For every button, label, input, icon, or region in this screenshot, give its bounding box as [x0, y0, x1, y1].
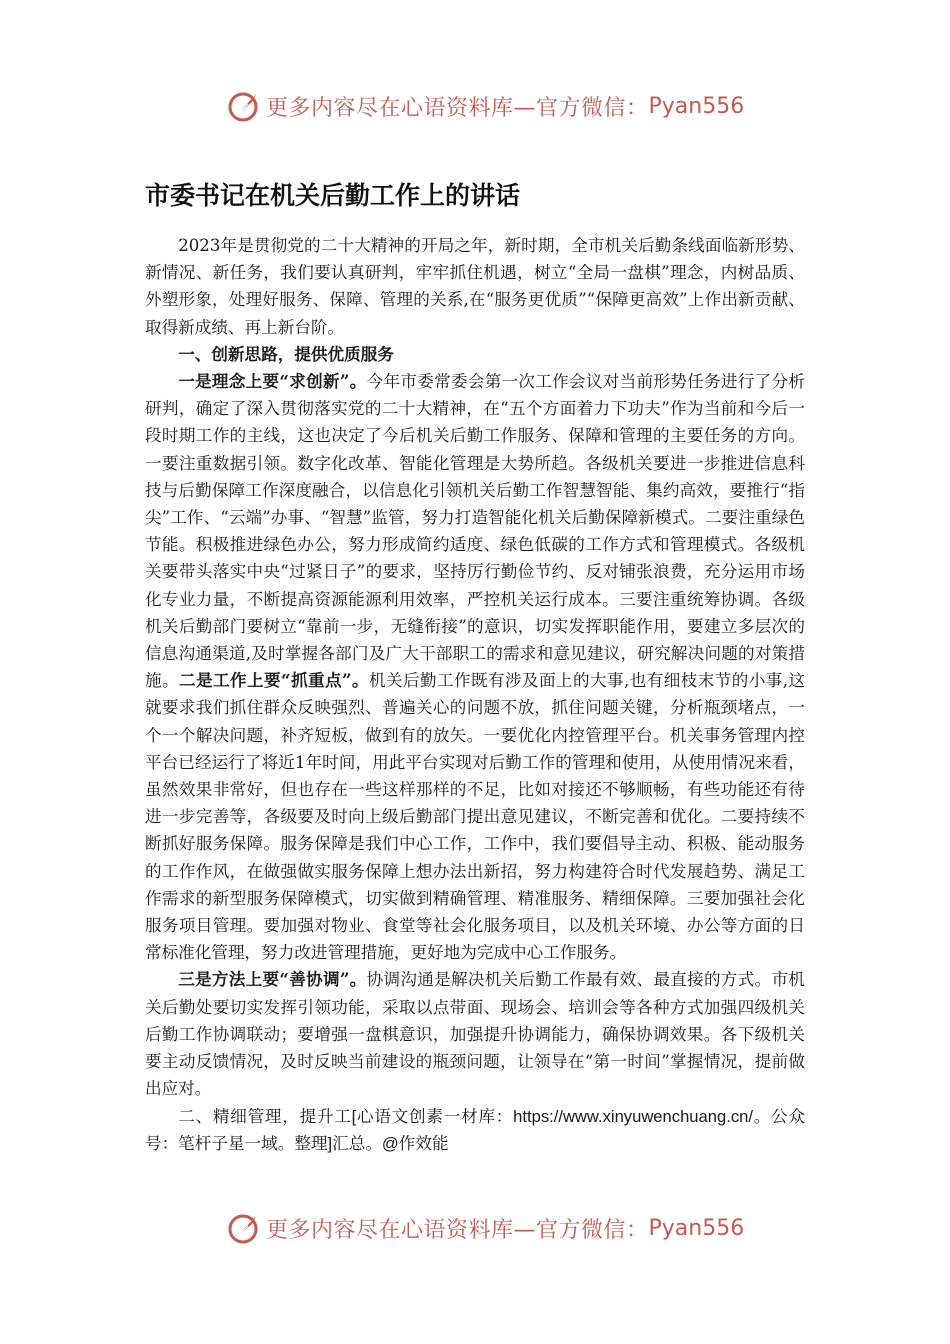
paragraph-coordination	[145, 966, 805, 1102]
section-heading-1: 一、创新思路，提供优质服务	[178, 343, 394, 364]
banner-account: Pyan556	[648, 1215, 745, 1241]
point-text-3: 协调沟通是解决机关后勤工作最有效、最直接的方式。市机关后勤处要切实发挥引领功能，采取以点带面、现场会、培训会等各种方式加强四级机关后勤工作协调联动；要增强一盘棋意识，加强提升协调能力，确保协调效果。各下级机关要主动反馈情况，及时反映当前建设的瓶颈问题，让领导在“第一时间”掌握情况，提前做出应对。	[145, 970, 806, 1099]
quill-logo-icon	[226, 1210, 262, 1246]
banner-text: 更多内容尽在心语资料库—官方微信：	[266, 1217, 649, 1243]
point-lead-3: 三是方法上要“善协调”。	[178, 969, 367, 990]
heading-2-source-note: [心语文创素一材库：https://www.xinyuwenchuang.cn/。公众号：笔杆子星一域。整理]汇总。@作效能	[145, 1106, 805, 1153]
banner-text: 更多内容尽在心语资料库—官方微信：	[266, 95, 649, 121]
heading-2-text: 二、精细管理，提升工	[178, 1106, 352, 1126]
page-title: 市委书记在机关后勤工作上的讲话	[145, 181, 521, 210]
point-text-1: 今年市委常委会第一次工作会议对当前形势任务进行了分析研判，确定了深入贯彻落实党的二十大精神，在“五个方面着力下功夫”作为当前和今后一段时期工作的主线，这也决定了今后机关后勤工作服务、保障和管理的主要任务的方向。一要注重数据引领。数字化改革、智能化管理是大势所趋。各级机关要进一步推进信息科技与后勤保障工作深度融合，以信息化引领机关后勤工作智慧智能、集约高效，要推行“指尖”工作、“云端”办事、“智慧”监管，努力打造智能化机关后勤保障新模式。二要注重绿色节能。积极推进绿色办公，努力形成简约适度、绿色低碳的工作方式和管理模式。各级机关要带头落实中央“过紧日子”的要求，坚持厉行勤俭节约、反对铺张浪费，充分运用市场化专业力量，不断提高资源能源利用效率，严控机关运行成本。三要注重统筹协调。各级机关后勤部门要树立“靠前一步，无缝衔接”的意识，切实发挥职能作用，要建立多层次的信息沟通渠道,及时掌握各部门及广大干部职工的需求和意见建议，研究解决问题的对策措施。	[145, 372, 806, 691]
quill-logo-icon	[226, 88, 262, 124]
point-text-2: 机关后勤工作既有涉及面上的大事,也有细枝末节的小事,这就要求我们抓住群众反映强烈、普遍关心的问题不放，抓住问题关键，分析瓶颈堵点，一个一个解决问题，补齐短板，做到有的放矢。一要优化内控管理平台。机关事务管理内控平台已经运行了将近1年时间，用此平台实现对后勤工作的管理和使用，从使用情况来看，虽然效果非常好，但也存在一些这样那样的不足，比如对接还不够顺畅，有些功能还有待进一步完善等，各级要及时向上级后勤部门提出意见建议，不断完善和优化。二要持续不断抓好服务保障。服务保障是我们中心工作，工作中，我们要倡导主动、积极、能动服务的工作作风，在做强做实服务保障上想办法出新招，努力构建符合时代发展趋势、满足工作需求的新型服务保障模式，切实做到精确管理、精准服务、精细保障。三要加强社会化服务项目管理。要加强对物业、食堂等社会化服务项目，以及机关环境、办公等方面的日常标准化管理，努力改进管理措施，更好地为完成中心工作服务。	[145, 671, 806, 963]
paragraph-innovation	[145, 368, 805, 966]
section-heading-2	[145, 1103, 805, 1157]
intro-paragraph: 2023年是贯彻党的二十大精神的开局之年，新时期，全市机关后勤条线面临新形势、新情况、新任务，我们要认真研判，牢牢抓住机遇，树立“全局一盘棋”理念，内树品质、外塑形象，处理好服务、保障、管理的关系,在“服务更优质”“保障更高效”上作出新贡献、取得新成绩、再上新台阶。	[145, 236, 805, 337]
footer-banner	[226, 1208, 744, 1248]
banner-account: Pyan556	[648, 93, 745, 119]
header-banner	[226, 86, 744, 126]
point-lead-1: 一是理念上要“求创新”。	[178, 371, 367, 392]
document-body	[145, 232, 805, 1157]
point-lead-2: 二是工作上要“抓重点”。	[179, 670, 369, 691]
